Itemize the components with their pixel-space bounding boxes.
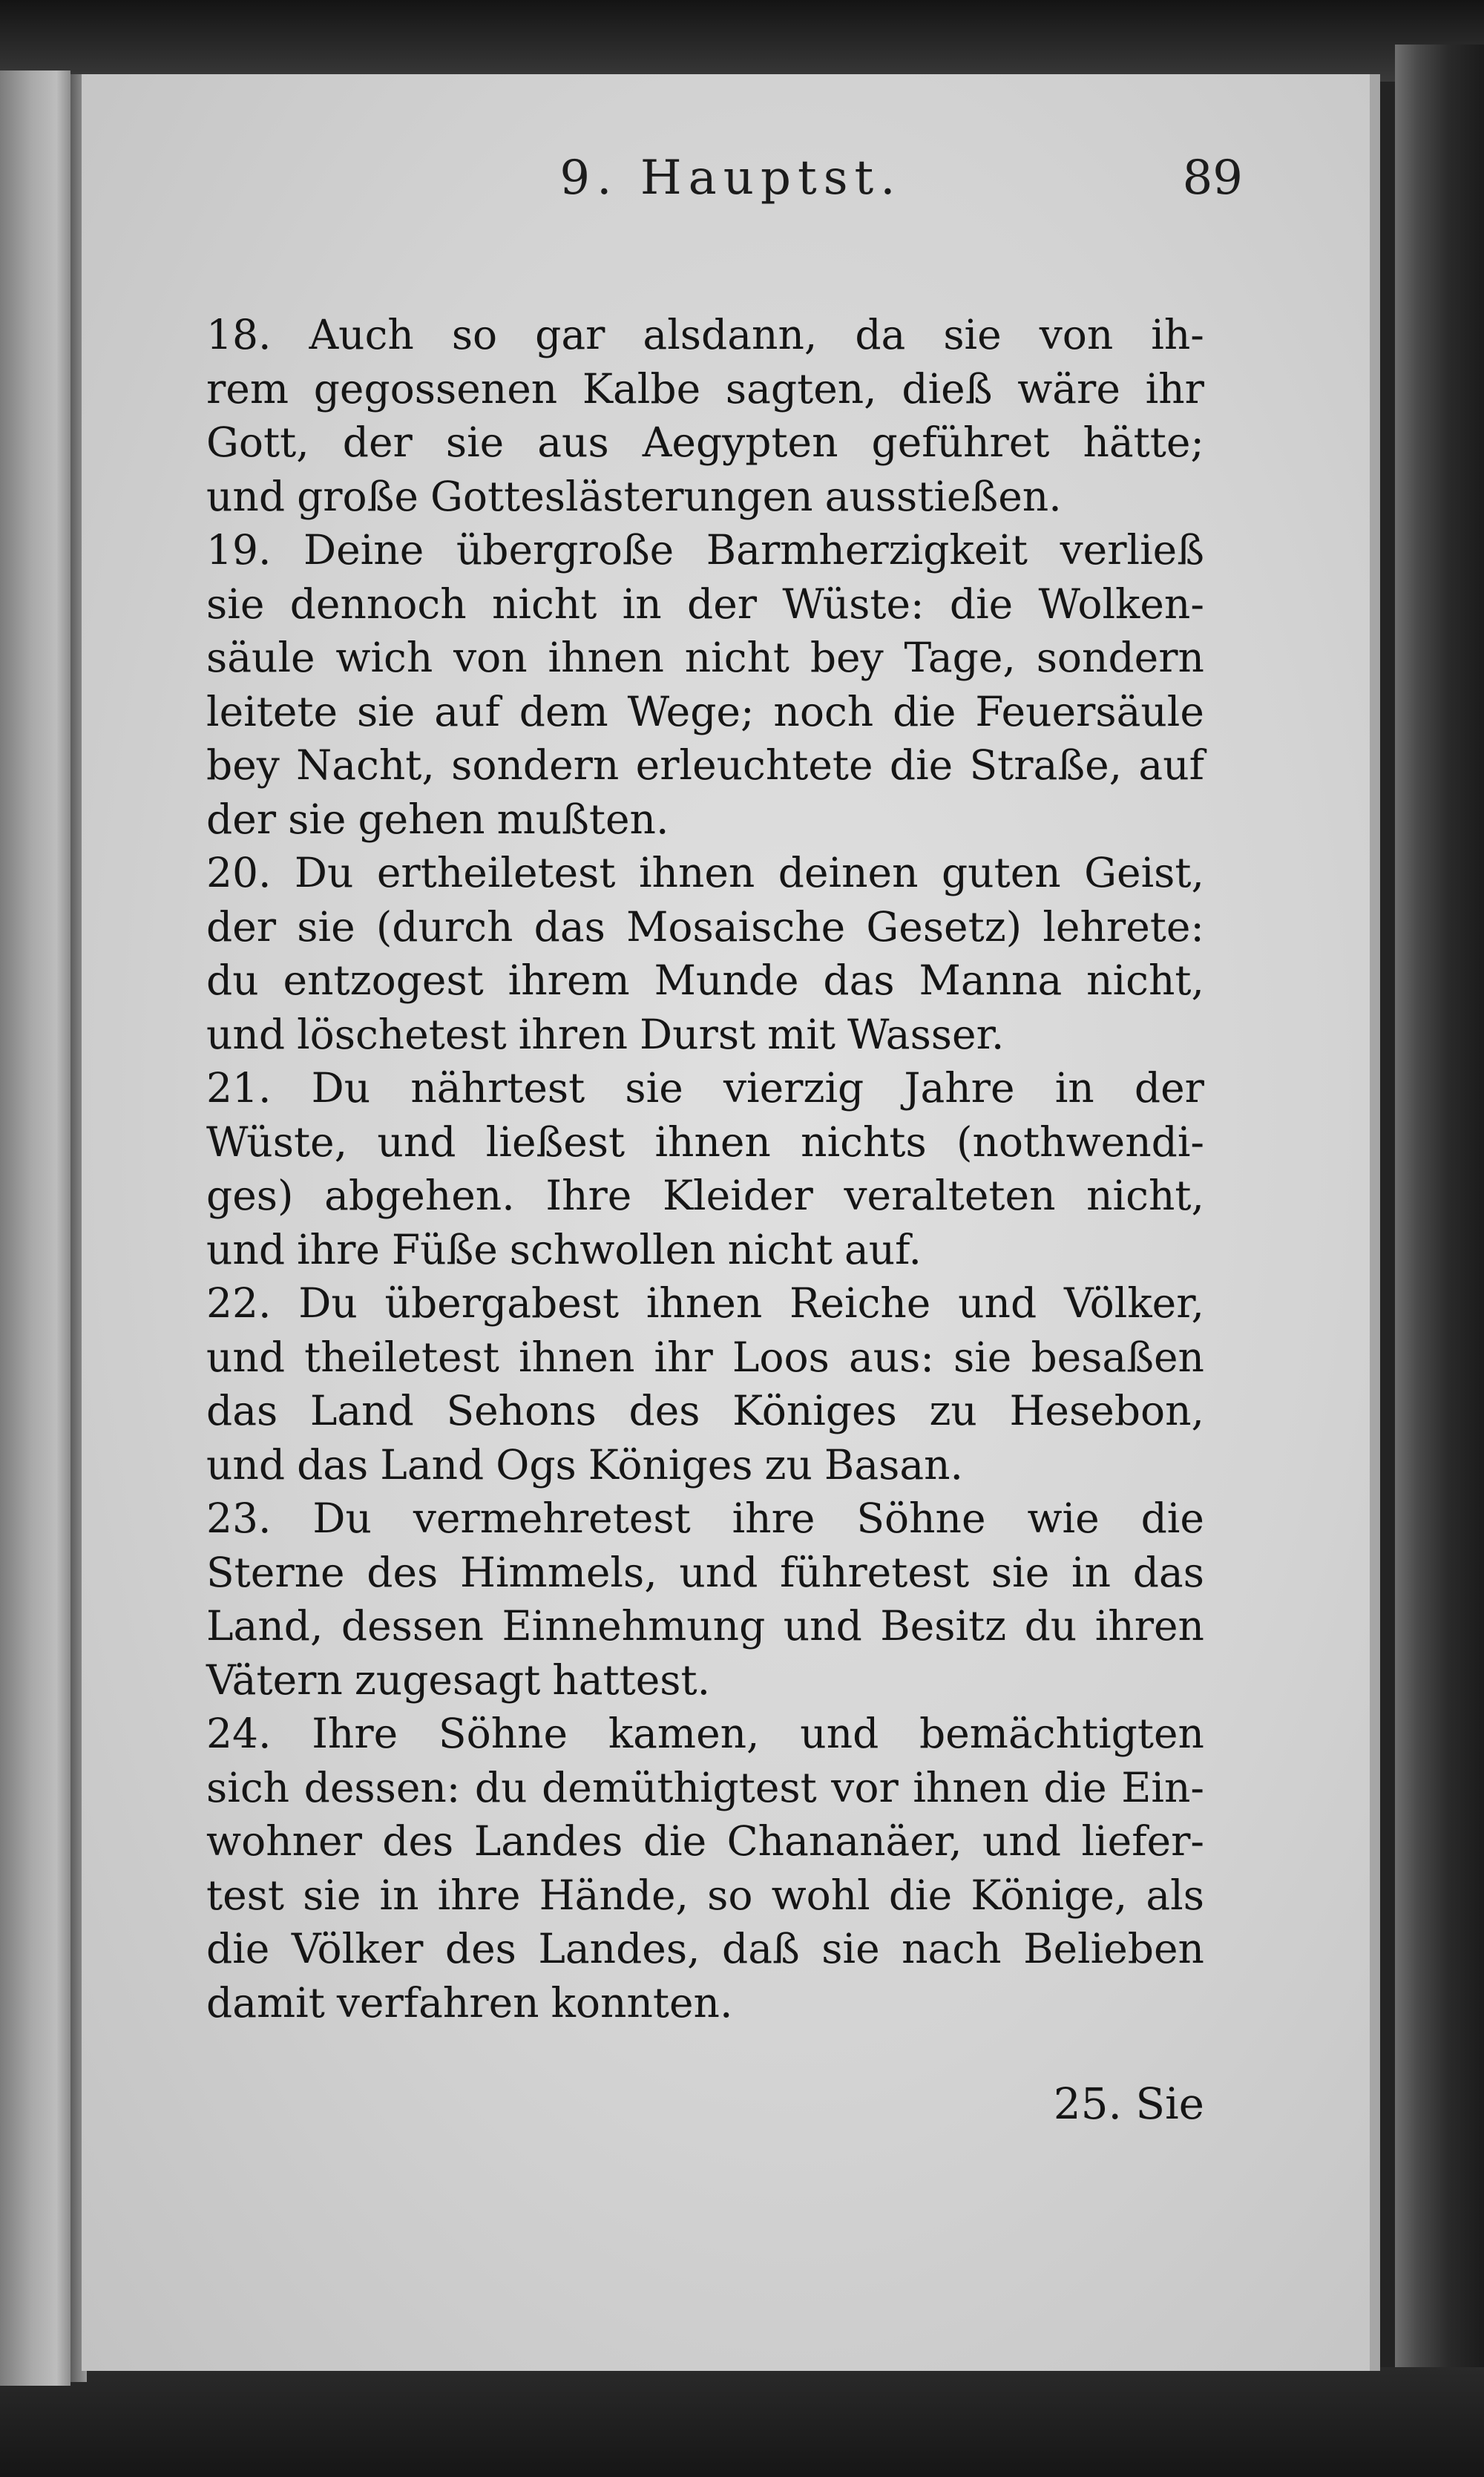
word: Jahre bbox=[904, 1064, 1015, 1112]
word: und bbox=[982, 1817, 1062, 1865]
word: 20. bbox=[206, 849, 272, 896]
word: Barmherzigkeit bbox=[706, 526, 1028, 574]
word: auf bbox=[434, 687, 500, 735]
word: Geist, bbox=[1084, 849, 1204, 896]
word: dennoch bbox=[289, 580, 467, 628]
word: Ogs bbox=[496, 1440, 577, 1489]
word: guten bbox=[941, 849, 1061, 896]
word: wich bbox=[335, 634, 433, 681]
word: Tage, bbox=[904, 634, 1016, 681]
word: liefer- bbox=[1081, 1817, 1204, 1865]
text-line bbox=[206, 1922, 1204, 1976]
word: wohl bbox=[771, 1871, 870, 1919]
word: der bbox=[1134, 1064, 1204, 1112]
word: Füße bbox=[391, 1225, 498, 1273]
word: entzogest bbox=[283, 957, 484, 1004]
word: Vätern bbox=[206, 1656, 343, 1704]
word: ihren bbox=[1094, 1602, 1204, 1650]
word: rem bbox=[206, 364, 289, 413]
word: Auch bbox=[309, 311, 414, 358]
word: wohner bbox=[206, 1817, 362, 1865]
word: Völker bbox=[291, 1925, 424, 1972]
word: Söhne bbox=[856, 1495, 986, 1542]
word: schwollen bbox=[509, 1225, 716, 1273]
word: vierzig bbox=[723, 1064, 864, 1112]
word: Wasser. bbox=[847, 1010, 1005, 1058]
word: nicht bbox=[727, 1225, 833, 1273]
scan-background-right bbox=[1395, 45, 1484, 2477]
word: Himmels, bbox=[459, 1548, 657, 1596]
word: ihr bbox=[654, 1333, 713, 1381]
word: damit bbox=[206, 1978, 325, 2027]
word: ertheiletest bbox=[376, 849, 616, 896]
text-line bbox=[206, 1115, 1204, 1169]
word: die bbox=[888, 1871, 953, 1919]
word: des bbox=[367, 1548, 439, 1596]
word: Söhne bbox=[438, 1710, 568, 1757]
word: du bbox=[474, 1763, 528, 1811]
word: daß bbox=[722, 1925, 800, 1972]
word: die bbox=[949, 580, 1014, 628]
word: dieß bbox=[902, 364, 993, 413]
word: auf. bbox=[844, 1225, 922, 1273]
word: Könige, bbox=[971, 1871, 1128, 1919]
text-line bbox=[206, 416, 1204, 470]
word: dem bbox=[519, 687, 608, 735]
word: hätte; bbox=[1083, 419, 1204, 466]
word: gegossenen bbox=[313, 364, 558, 413]
word: und bbox=[206, 1440, 286, 1489]
text-line bbox=[206, 1707, 1204, 1761]
word: 23. bbox=[206, 1495, 272, 1542]
word: sie bbox=[953, 1333, 1012, 1381]
word: konnten. bbox=[551, 1978, 733, 2027]
word: die bbox=[893, 687, 956, 735]
word: theiletest bbox=[304, 1333, 499, 1381]
word: große bbox=[297, 472, 418, 520]
word: sie bbox=[303, 1871, 361, 1919]
word: Gotteslästerungen bbox=[430, 472, 813, 520]
word: Loos bbox=[732, 1333, 830, 1381]
word: Völker, bbox=[1063, 1279, 1204, 1327]
word: und bbox=[958, 1279, 1037, 1327]
text-line bbox=[206, 900, 1204, 954]
word: des bbox=[382, 1817, 454, 1865]
word: noch bbox=[773, 687, 874, 735]
word: ges) bbox=[206, 1172, 294, 1219]
word: nach bbox=[902, 1925, 1002, 1972]
word: auf bbox=[1138, 741, 1204, 789]
word: ihnen bbox=[654, 1118, 771, 1166]
word: ihnen bbox=[913, 1763, 1029, 1811]
word: Belieben bbox=[1023, 1925, 1204, 1972]
text-line bbox=[206, 1546, 1204, 1600]
word: Sehons bbox=[446, 1387, 597, 1434]
word: die bbox=[1043, 1763, 1107, 1811]
word: als bbox=[1146, 1871, 1204, 1919]
word: gehen bbox=[358, 795, 485, 843]
word: verließ bbox=[1060, 526, 1204, 574]
word: hattest. bbox=[552, 1656, 711, 1704]
text-line bbox=[206, 793, 1204, 847]
text-line bbox=[206, 1492, 1204, 1546]
word: und bbox=[206, 1010, 286, 1058]
word: veralteten bbox=[844, 1172, 1056, 1219]
word: Du bbox=[311, 1064, 371, 1112]
word: ihnen bbox=[646, 1279, 763, 1327]
word: dessen bbox=[341, 1602, 485, 1650]
text-line bbox=[206, 1331, 1204, 1385]
word: Deine bbox=[303, 526, 424, 574]
word: (nothwendi- bbox=[956, 1118, 1204, 1166]
word: nicht bbox=[491, 580, 597, 628]
text-line bbox=[206, 1976, 1204, 2030]
word: alsdann, bbox=[643, 311, 818, 358]
word: Munde bbox=[654, 957, 799, 1004]
word: nicht, bbox=[1086, 1172, 1204, 1219]
word: Besitz bbox=[880, 1602, 1007, 1650]
text-line bbox=[206, 1438, 1204, 1492]
word: Land bbox=[380, 1440, 485, 1489]
word: mit bbox=[767, 1010, 836, 1058]
word: Wüste: bbox=[782, 580, 925, 628]
word: (durch bbox=[375, 902, 513, 951]
word: übergabest bbox=[384, 1279, 620, 1327]
word: Du bbox=[312, 1495, 372, 1542]
word: sondern bbox=[451, 741, 620, 789]
text-line bbox=[206, 1761, 1204, 1815]
word: das bbox=[533, 902, 605, 951]
word: Kleider bbox=[662, 1172, 813, 1219]
word: ihrem bbox=[508, 957, 630, 1004]
word: und bbox=[800, 1710, 879, 1757]
word: die bbox=[889, 741, 953, 789]
word: und bbox=[679, 1548, 758, 1596]
word: 22. bbox=[206, 1279, 272, 1327]
word: nährtest bbox=[410, 1064, 585, 1112]
word: lehrete: bbox=[1043, 902, 1204, 951]
facing-page-edge bbox=[0, 70, 70, 2386]
word: und bbox=[206, 1333, 286, 1381]
word: sondern bbox=[1036, 634, 1204, 681]
word: Hände, bbox=[539, 1871, 689, 1919]
word: leitete bbox=[206, 687, 338, 735]
word: 19. bbox=[206, 526, 272, 574]
word: verfahren bbox=[336, 1978, 539, 2027]
word: Wüste, bbox=[206, 1118, 348, 1166]
word: Wege; bbox=[627, 687, 755, 735]
word: vermehretest bbox=[413, 1495, 691, 1542]
word: Kalbe bbox=[582, 364, 701, 413]
word: Königes bbox=[588, 1440, 753, 1489]
word: und bbox=[206, 1225, 286, 1273]
word: Königes bbox=[732, 1387, 897, 1434]
word: sie bbox=[297, 902, 355, 951]
word: wie bbox=[1027, 1495, 1100, 1542]
word: 18. bbox=[206, 311, 272, 358]
chapter-heading: 9. Hauptst. bbox=[559, 151, 902, 206]
word: sie bbox=[288, 795, 347, 843]
word: der bbox=[342, 419, 413, 466]
word: und bbox=[206, 472, 286, 520]
word: sie bbox=[991, 1548, 1050, 1596]
word: Straße, bbox=[969, 741, 1123, 789]
word: ihr bbox=[1145, 364, 1204, 413]
word: Einnehmung bbox=[502, 1602, 766, 1650]
word: Aegypten bbox=[642, 419, 838, 466]
word: ihnen bbox=[638, 849, 755, 896]
word: Ein- bbox=[1121, 1763, 1204, 1811]
word: test bbox=[206, 1871, 284, 1919]
word: die bbox=[643, 1817, 707, 1865]
text-line bbox=[206, 1599, 1204, 1653]
word: zu bbox=[929, 1387, 977, 1434]
word: Ihre bbox=[312, 1710, 398, 1757]
word: die bbox=[1140, 1495, 1204, 1542]
word: Landes, bbox=[538, 1925, 700, 1972]
text-line bbox=[206, 1169, 1204, 1223]
word: erleuchtete bbox=[635, 741, 873, 789]
running-head bbox=[82, 134, 1380, 223]
word: ihre bbox=[437, 1871, 521, 1919]
word: führetest bbox=[780, 1548, 970, 1596]
word: Wolken- bbox=[1038, 580, 1204, 628]
word: ließest bbox=[485, 1118, 626, 1166]
body-text bbox=[206, 308, 1204, 2030]
text-line bbox=[206, 738, 1204, 793]
word: Land, bbox=[206, 1602, 324, 1650]
text-line bbox=[206, 577, 1204, 631]
text-line bbox=[206, 470, 1204, 524]
word: Ihre bbox=[545, 1172, 632, 1219]
text-line bbox=[206, 954, 1204, 1008]
word: sie bbox=[206, 580, 265, 628]
word: ihre bbox=[297, 1225, 380, 1273]
word: kamen, bbox=[608, 1710, 760, 1757]
word: Mosaische bbox=[626, 902, 846, 951]
word: in bbox=[622, 580, 662, 628]
word: in bbox=[1071, 1548, 1111, 1596]
word: in bbox=[1054, 1064, 1094, 1112]
text-line bbox=[206, 1869, 1204, 1923]
word: bey bbox=[810, 634, 884, 681]
word: nichts bbox=[801, 1118, 927, 1166]
word: das bbox=[1132, 1548, 1204, 1596]
text-line bbox=[206, 308, 1204, 362]
word: dessen: bbox=[303, 1763, 461, 1811]
word: Gesetz) bbox=[866, 902, 1022, 951]
word: Gott, bbox=[206, 419, 309, 466]
word: nicht bbox=[684, 634, 790, 681]
text-line bbox=[206, 1814, 1204, 1869]
word: säule bbox=[206, 634, 315, 681]
word: bemächtigten bbox=[919, 1710, 1204, 1757]
word: zu bbox=[764, 1440, 812, 1489]
text-line bbox=[206, 362, 1204, 416]
scan-background-top bbox=[0, 0, 1484, 82]
word: sagten, bbox=[725, 364, 877, 413]
word: Du bbox=[294, 849, 354, 896]
word: aus: bbox=[848, 1333, 934, 1381]
word: von bbox=[453, 634, 528, 681]
word: die bbox=[206, 1925, 270, 1972]
scan-background-bottom bbox=[0, 2367, 1484, 2477]
text-line bbox=[206, 685, 1204, 739]
word: Land bbox=[309, 1387, 414, 1434]
word: da bbox=[855, 311, 906, 358]
word: übergroße bbox=[456, 526, 674, 574]
word: wäre bbox=[1017, 364, 1120, 413]
word: Landes bbox=[473, 1817, 623, 1865]
word: in bbox=[379, 1871, 419, 1919]
word: Nacht, bbox=[296, 741, 435, 789]
word: vor bbox=[831, 1763, 899, 1811]
word: Basan. bbox=[824, 1440, 964, 1489]
word: das bbox=[823, 957, 895, 1004]
text-line bbox=[206, 1223, 1204, 1277]
word: löschetest bbox=[297, 1010, 507, 1058]
page-number: 89 bbox=[1182, 151, 1243, 206]
text-line bbox=[206, 1653, 1204, 1707]
word: ihren bbox=[518, 1010, 628, 1058]
text-line bbox=[206, 1384, 1204, 1438]
word: Manna bbox=[919, 957, 1063, 1004]
word: 24. bbox=[206, 1710, 272, 1757]
word: du bbox=[206, 957, 259, 1004]
word: du bbox=[1024, 1602, 1077, 1650]
word: das bbox=[297, 1440, 369, 1489]
word: mußten. bbox=[496, 795, 669, 843]
word: bey bbox=[206, 741, 280, 789]
word: so bbox=[451, 311, 498, 358]
word: Hesebon, bbox=[1009, 1387, 1204, 1434]
word: sie bbox=[625, 1064, 683, 1112]
word: sie bbox=[445, 419, 505, 466]
text-line bbox=[206, 1008, 1204, 1062]
word: ihnen bbox=[519, 1333, 635, 1381]
word: abgehen. bbox=[324, 1172, 515, 1219]
word: deinen bbox=[778, 849, 919, 896]
word: ausstießen. bbox=[824, 472, 1062, 520]
word: das bbox=[206, 1387, 278, 1434]
word: aus bbox=[537, 419, 609, 466]
text-line bbox=[206, 1276, 1204, 1331]
word: demüthigtest bbox=[542, 1763, 817, 1811]
word: Durst bbox=[640, 1010, 756, 1058]
word: von bbox=[1039, 311, 1114, 358]
text-line bbox=[206, 1061, 1204, 1115]
text-line bbox=[206, 631, 1204, 685]
word: nicht, bbox=[1086, 957, 1204, 1004]
catchword: 25. Sie bbox=[1053, 2079, 1204, 2129]
text-line bbox=[206, 846, 1204, 900]
word: gar bbox=[535, 311, 605, 358]
word: so bbox=[707, 1871, 753, 1919]
word: der bbox=[206, 902, 277, 951]
word: sie bbox=[943, 311, 1002, 358]
word: Feuersäule bbox=[975, 687, 1204, 735]
word: Du bbox=[298, 1279, 358, 1327]
word: besaßen bbox=[1031, 1333, 1204, 1381]
word: Chananäer, bbox=[726, 1817, 962, 1865]
word: und bbox=[377, 1118, 456, 1166]
word: sie bbox=[821, 1925, 880, 1972]
word: des bbox=[628, 1387, 700, 1434]
word: der bbox=[687, 580, 758, 628]
word: der bbox=[206, 795, 277, 843]
word: ihre bbox=[732, 1495, 815, 1542]
word: sich bbox=[206, 1763, 290, 1811]
word: ih- bbox=[1151, 311, 1204, 358]
text-line bbox=[206, 523, 1204, 577]
word: zugesagt bbox=[354, 1656, 541, 1704]
word: und bbox=[783, 1602, 862, 1650]
word: geführet bbox=[871, 419, 1050, 466]
word: des bbox=[444, 1925, 516, 1972]
word: Reiche bbox=[789, 1279, 931, 1327]
word: ihnen bbox=[548, 634, 664, 681]
word: 21. bbox=[206, 1064, 272, 1112]
word: sie bbox=[356, 687, 416, 735]
word: Sterne bbox=[206, 1548, 345, 1596]
